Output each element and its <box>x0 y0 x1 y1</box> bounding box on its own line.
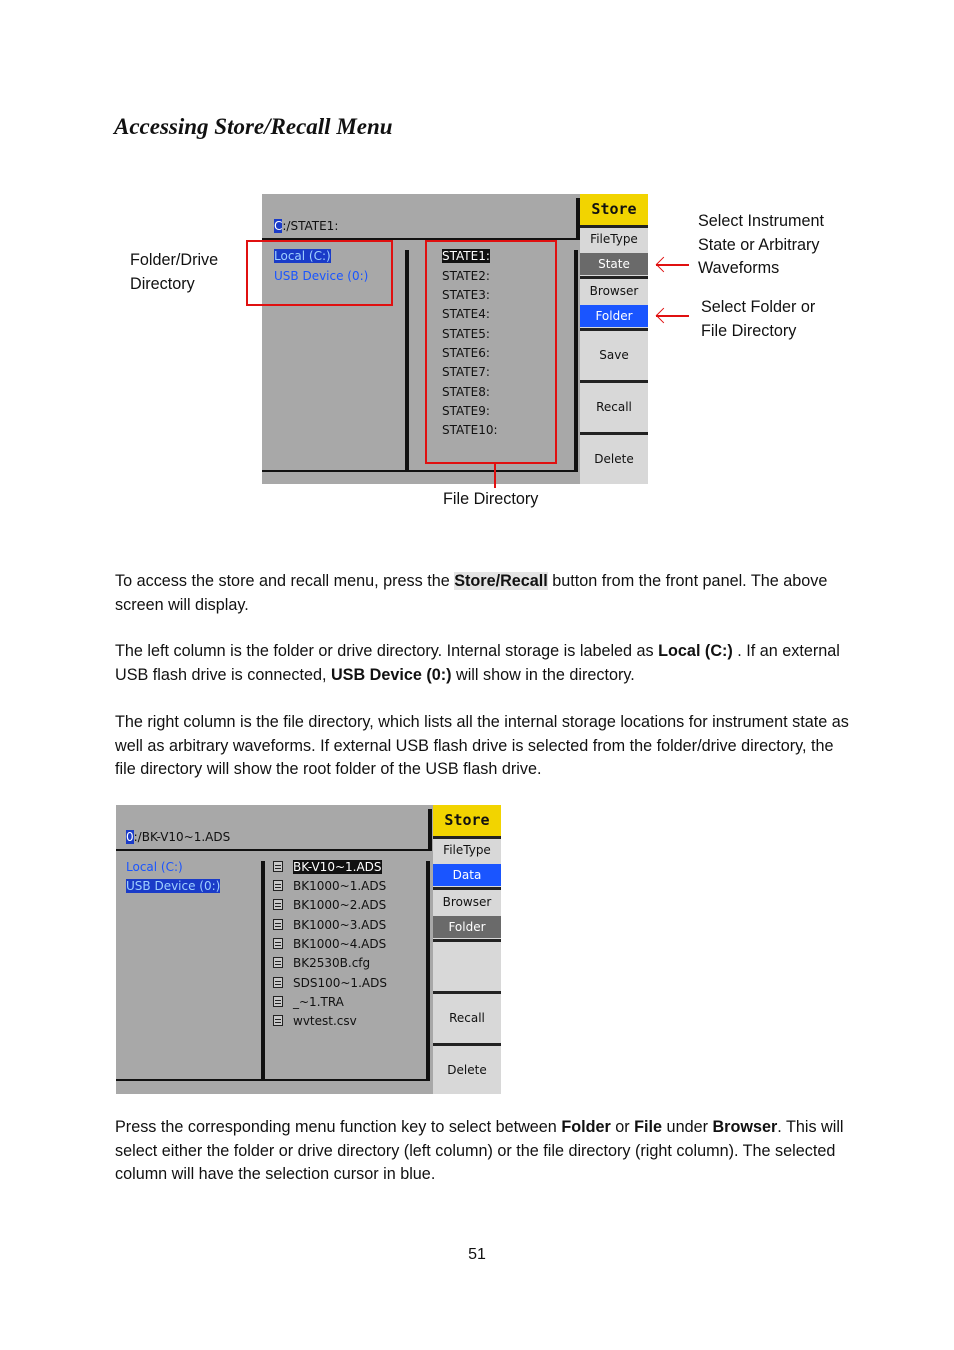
delete-softkey[interactable]: Delete <box>447 1063 487 1077</box>
filetype-softkey[interactable]: FileType <box>443 843 491 857</box>
file-icon <box>273 977 283 988</box>
file-item[interactable]: wvtest.csv <box>273 1014 357 1028</box>
file-item[interactable]: BK1000~1.ADS <box>273 879 386 893</box>
file-item[interactable]: SDS100~1.ADS <box>273 976 387 990</box>
paragraph-2: The left column is the folder or drive directory. Internal storage is labeled as Local (C:) . If an external USB flash drive is connected, USB Device (0:) will show in the directory. <box>115 642 840 684</box>
file-icon <box>273 996 283 1007</box>
path-readout: C:/STATE1: <box>274 219 339 233</box>
state-item[interactable]: STATE5: <box>442 327 490 341</box>
recall-softkey[interactable]: Recall <box>596 400 632 414</box>
state-item[interactable]: STATE2: <box>442 269 490 283</box>
file-icon <box>273 957 283 968</box>
folder-item-local[interactable]: Local (C:) <box>126 860 183 874</box>
page-number: 51 <box>468 1246 486 1263</box>
file-item[interactable]: BK1000~2.ADS <box>273 898 386 912</box>
path-readout: 0:/BK-V10~1.ADS <box>126 830 231 844</box>
state-item[interactable]: STATE4: <box>442 307 490 321</box>
file-icon <box>273 919 283 930</box>
file-icon <box>273 1015 283 1026</box>
state-item[interactable]: STATE8: <box>442 385 490 399</box>
file-icon <box>273 938 283 949</box>
state-item[interactable]: STATE6: <box>442 346 490 360</box>
browser-softkey[interactable]: Browser <box>442 895 492 909</box>
state-item[interactable]: STATE7: <box>442 365 490 379</box>
folder-callout-box <box>246 240 393 306</box>
paragraph-3: The right column is the file directory, which lists all the internal storage locations for instrument state as well as arbitrary waveforms. If external USB flash drive is selected from the folder/drive directory, the file directory will show the root folder of the USB flash drive. <box>115 713 849 778</box>
file-icon <box>273 861 283 872</box>
folder-item-usb[interactable]: USB Device (0:) <box>126 879 221 893</box>
state-item[interactable]: STATE9: <box>442 404 490 418</box>
paragraph-1: To access the store and recall menu, press the Store/Recall button from the front panel. The above screen will display. <box>115 572 828 614</box>
callout-select-folder: Select Folder or File Directory <box>701 298 816 340</box>
state-item[interactable]: STATE1: <box>442 249 490 263</box>
file-item[interactable]: BK2530B.cfg <box>273 956 370 970</box>
callout-file-directory: File Directory <box>443 490 539 508</box>
file-callout-box <box>425 240 557 464</box>
store-title: Store <box>433 805 501 836</box>
state-item[interactable]: STATE3: <box>442 288 490 302</box>
file-item[interactable]: BK-V10~1.ADS <box>273 860 382 874</box>
file-icon <box>273 880 283 891</box>
state-item[interactable]: STATE10: <box>442 423 498 437</box>
file-item[interactable]: BK1000~3.ADS <box>273 918 386 932</box>
filetype-softkey[interactable]: FileType <box>590 232 638 246</box>
browser-value: Folder <box>433 916 501 938</box>
store-screen-data <box>116 805 501 1094</box>
save-softkey[interactable]: Save <box>599 348 629 362</box>
file-icon <box>273 899 283 910</box>
callout-select-instrument: Select Instrument State or Arbitrary Waveforms <box>698 212 824 277</box>
store-title: Store <box>580 194 648 225</box>
softkey-panel <box>580 194 648 484</box>
file-item[interactable]: BK1000~4.ADS <box>273 937 386 951</box>
section-heading: Accessing Store/Recall Menu <box>114 114 393 139</box>
folder-item-usb[interactable]: USB Device (0:) <box>274 269 369 283</box>
browser-softkey[interactable]: Browser <box>589 284 639 298</box>
filetype-value: State <box>580 253 648 275</box>
callout-folder-drive: Folder/Drive Directory <box>130 251 219 293</box>
browser-value: Folder <box>580 305 648 327</box>
file-item[interactable]: _~1.TRA <box>273 995 344 1009</box>
paragraph-4: Press the corresponding menu function key to select between Folder or File under Browser. This will select either the folder or drive directory (left column) or the file directory (right column). The selected column will have the selection cursor in blue. <box>115 1118 844 1183</box>
softkey-panel <box>433 805 501 1094</box>
filetype-value: Data <box>433 864 501 886</box>
folder-item-local[interactable]: Local (C:) <box>274 249 331 263</box>
recall-softkey[interactable]: Recall <box>449 1011 485 1025</box>
delete-softkey[interactable]: Delete <box>594 452 634 466</box>
